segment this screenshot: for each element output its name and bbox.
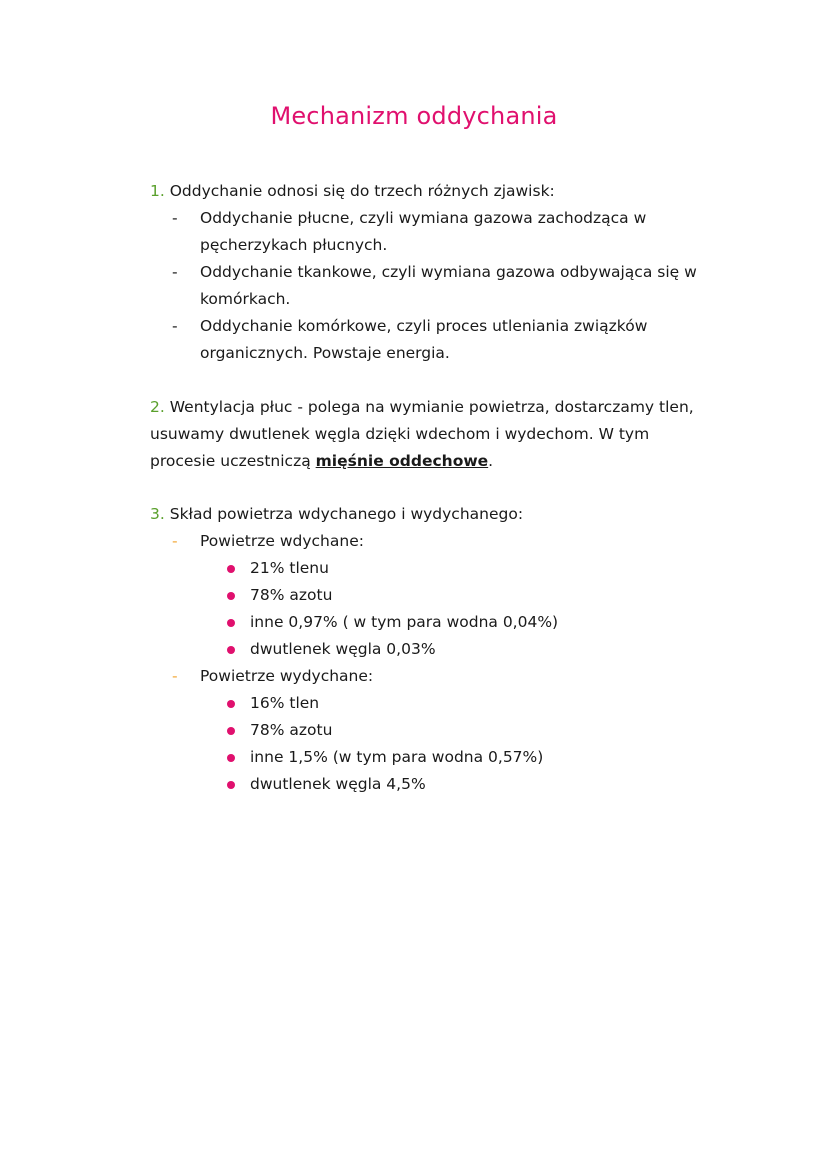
bullet-dot xyxy=(227,781,235,789)
list-item xyxy=(150,313,710,367)
dash-marker: - xyxy=(172,263,178,281)
section-1-heading-text: Oddychanie odnosi się do trzech różnych zjawisk: xyxy=(169,182,555,200)
list-item-text: 78% azotu xyxy=(250,586,333,604)
dash-marker: - xyxy=(172,209,178,227)
section-3-heading-text: Skład powietrza wdychanego i wydychanego: xyxy=(169,505,524,523)
list-item-text: inne 0,97% ( w tym para wodna 0,04%) xyxy=(250,613,559,631)
bullet-dot xyxy=(227,727,235,735)
group-label-text: Powietrze wydychane: xyxy=(200,667,374,685)
list-item-text: dwutlenek węgla 0,03% xyxy=(250,640,436,658)
section-3-number: 3. xyxy=(150,505,165,523)
bullet-dot xyxy=(227,619,235,627)
section-1-number: 1. xyxy=(150,182,165,200)
list-item-text: inne 1,5% (w tym para wodna 0,57%) xyxy=(250,748,544,766)
dash-marker: - xyxy=(172,532,178,550)
list-item xyxy=(150,690,710,717)
section-2-text-end: . xyxy=(488,452,494,470)
list-item-text: 78% azotu xyxy=(250,721,333,739)
list-item-text: dwutlenek węgla 4,5% xyxy=(250,775,426,793)
bullet-dot xyxy=(227,565,235,573)
section-3 xyxy=(150,501,710,798)
list-item-text: Oddychanie płucne, czyli wymiana gazowa zachodząca w pęcherzykach płucnych. xyxy=(200,209,647,254)
section-2 xyxy=(150,394,710,475)
list-item xyxy=(150,609,710,636)
dash-marker: - xyxy=(172,317,178,335)
list-item-text: 16% tlen xyxy=(250,694,320,712)
group-label-text: Powietrze wdychane: xyxy=(200,532,364,550)
list-item xyxy=(150,205,710,259)
section-3-heading xyxy=(150,501,710,528)
list-item xyxy=(150,717,710,744)
bullet-dot xyxy=(227,592,235,600)
inhaled-list xyxy=(150,555,710,663)
section-1-heading xyxy=(150,178,710,205)
page-title: Mechanizm oddychania xyxy=(270,102,558,130)
list-item xyxy=(150,259,710,313)
section-2-text: Wentylacja płuc - polega na wymianie powietrza, dostarczamy tlen, usuwamy dwutlenek węgla dzięki wdechom i wydechom. W tym procesie uczestniczą xyxy=(150,398,694,470)
section-2-bold-term: mięśnie oddechowe xyxy=(315,452,489,470)
list-item xyxy=(150,636,710,663)
list-item-text: Oddychanie komórkowe, czyli proces utleniania związków organicznych. Powstaje energia. xyxy=(200,317,648,362)
bullet-dot xyxy=(227,754,235,762)
bullet-dot xyxy=(227,700,235,708)
list-item xyxy=(150,771,710,798)
exhaled-list xyxy=(150,690,710,798)
group-inhaled-label xyxy=(150,528,710,555)
list-item-text: Oddychanie tkankowe, czyli wymiana gazowa odbywająca się w komórkach. xyxy=(200,263,697,308)
list-item xyxy=(150,555,710,582)
bullet-dot xyxy=(227,646,235,654)
section-2-number: 2. xyxy=(150,398,165,416)
dash-marker: - xyxy=(172,667,178,685)
list-item xyxy=(150,744,710,771)
list-item-text: 21% tlenu xyxy=(250,559,329,577)
group-exhaled-label xyxy=(150,663,710,690)
list-item xyxy=(150,582,710,609)
section-1-list xyxy=(150,205,710,367)
section-1 xyxy=(150,178,710,367)
